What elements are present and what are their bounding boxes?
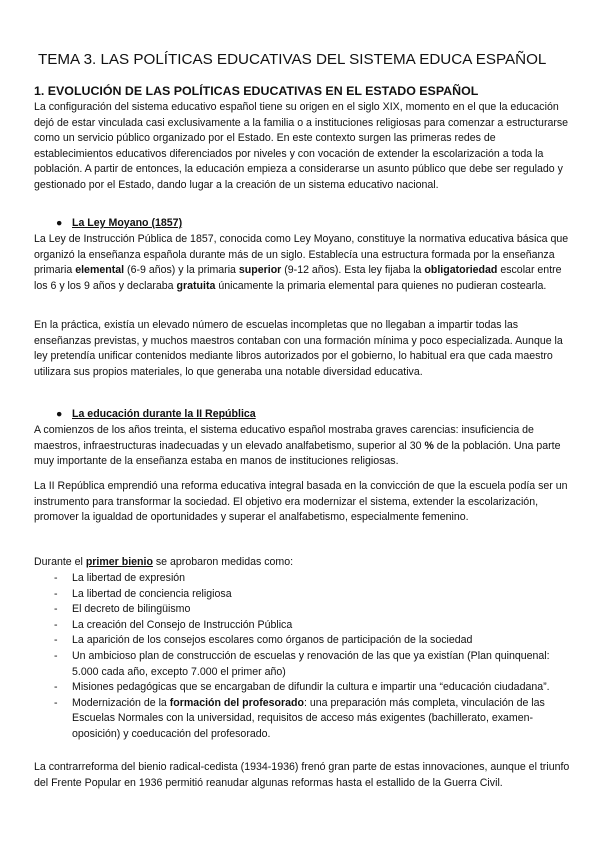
bullet-icon: ●	[56, 217, 63, 229]
list-item: - El decreto de bilingüismo	[54, 603, 191, 616]
list-item: - La libertad de expresión	[54, 572, 186, 584]
moyano-paragraph-1	[34, 232, 570, 294]
bold-term: elemental	[75, 264, 125, 277]
intro-text: La configuración del sistema educativo español tiene su origen en el siglo XIX, momento en el que la educación dejó de estar vinculada casi exclusivamente a la familia o a instituciones religiosas para comenzar a estructurarse como un servicio público organizado por el Estado. En este contexto surgen las primeras redes de establecimientos educativos diferenciados por niveles y con vocación de extender la escolarización a toda la población. A partir de entonces, la educación empieza a considerarse un asunto público que debe ser regulado y gestionado por el Estado, dando lugar a la creación de un sistema educativo nacional.	[34, 101, 569, 191]
text-run: Durante el	[34, 556, 86, 568]
text-run: A comienzos de los años treinta, el sistema educativo español mostraba graves carencias: insuficiencia de maestros, infraestructuras inadecuadas y un elevado analfabetismo, superior al 30	[34, 424, 534, 452]
bold-term: obligatoriedad	[424, 264, 498, 277]
republica-paragraph-1	[34, 423, 570, 470]
list-item: - La creación del Consejo de Instrucción Pública	[54, 618, 293, 631]
subsection-heading-republica	[56, 407, 256, 423]
text-run: de la población. Una parte muy importante de la enseñanza estaba en manos de instituciones religiosas.	[34, 439, 561, 468]
republica-paragraph-2	[34, 479, 570, 526]
bold-term: formación del profesorado	[169, 696, 304, 709]
subsection-title: La educación durante la II República	[72, 408, 256, 420]
list-item: - Misiones pedagógicas que se encargaban de difundir la cultura e impartir una “educación ciudadana”.	[54, 681, 550, 694]
text-run: únicamente la primaria elemental para quienes no pudieran costearla.	[215, 279, 547, 292]
list-item: - Modernización de la formación del profesorado: una preparación más completa, vinculación de las Escuelas Normales con la universidad, requisitos de acceso más exigentes (bachillerato, examen-oposición) y coeducación del profesorado.	[54, 696, 545, 740]
moyano-paragraph-2	[34, 318, 570, 380]
paragraph-text: En la práctica, existía un elevado número de escuelas incompletas que no llegaban a impartir todas las enseñanzas previstas, y muchos maestros contaban con una formación mínima y poco especializada. Aunque la ley pretendía unificar contenidos mediante libros autorizados por el gobierno, lo habitual era que cada maestro utilizara sus propios materiales, lo que generaba una notable diversidad educativa.	[34, 319, 563, 378]
text-run: (9-12 años). Esta ley fijaba la	[281, 264, 425, 277]
text-run: (6-9 años) y la primaria	[124, 264, 239, 277]
bold-underlined-term: primer bienio	[85, 556, 153, 568]
list-item: - La libertad de conciencia religiosa	[54, 587, 232, 600]
text-run: La Ley de Instrucción Pública de 1857, conocida como Ley Moyano, constituye la normativa educativa básica que organizó la enseñanza española durante más de un siglo. Establecía una estructura formada por la enseñanza primaria	[34, 233, 569, 277]
text-run: escolar entre los 6 y los 9 años y declaraba	[34, 264, 562, 292]
subsection-title: La Ley Moyano (1857)	[72, 217, 183, 229]
bold-term: superior	[238, 264, 282, 277]
document-title: TEMA 3. LAS POLÍTICAS EDUCATIVAS DEL SISTEMA EDUCA ESPAÑOL	[38, 51, 547, 68]
closing-paragraph	[34, 760, 570, 791]
section-heading: 1. EVOLUCIÓN DE LAS POLÍTICAS EDUCATIVAS EN EL ESTADO ESPAÑOL	[34, 84, 479, 98]
bienio-intro	[34, 555, 570, 571]
list-item: - La aparición de los consejos escolares como órganos de participación de la sociedad	[54, 634, 473, 647]
list-item: - Un ambicioso plan de construcción de escuelas y renovación de las que ya existían (Plan quinquenal: 5.000 cada año, excepto 7.000 el primer año)	[54, 649, 550, 678]
bullet-icon: ●	[56, 408, 63, 420]
measures-list	[54, 571, 574, 743]
paragraph-text: La II República emprendió una reforma educativa integral basada en la convicción de que la escuela podía ser un instrumento para transformar la sociedad. El objetivo era modernizar el sistema, extender la escolarización, promover la igualdad de oportunidades y superar el analfabetismo, especialmente femenino.	[34, 480, 568, 524]
text-run: se aprobaron medidas como:	[152, 556, 294, 568]
bold-term: %	[424, 439, 434, 452]
subsection-heading-moyano	[56, 216, 182, 232]
bold-term: gratuita	[176, 279, 216, 292]
intro-paragraph	[34, 100, 570, 194]
paragraph-text: La contrarreforma del bienio radical-cedista (1934-1936) frenó gran parte de estas innovaciones, aunque el triunfo del Frente Popular en 1936 permitió reanudar algunas reformas hasta el estallido de la Guerra Civil.	[34, 761, 570, 789]
